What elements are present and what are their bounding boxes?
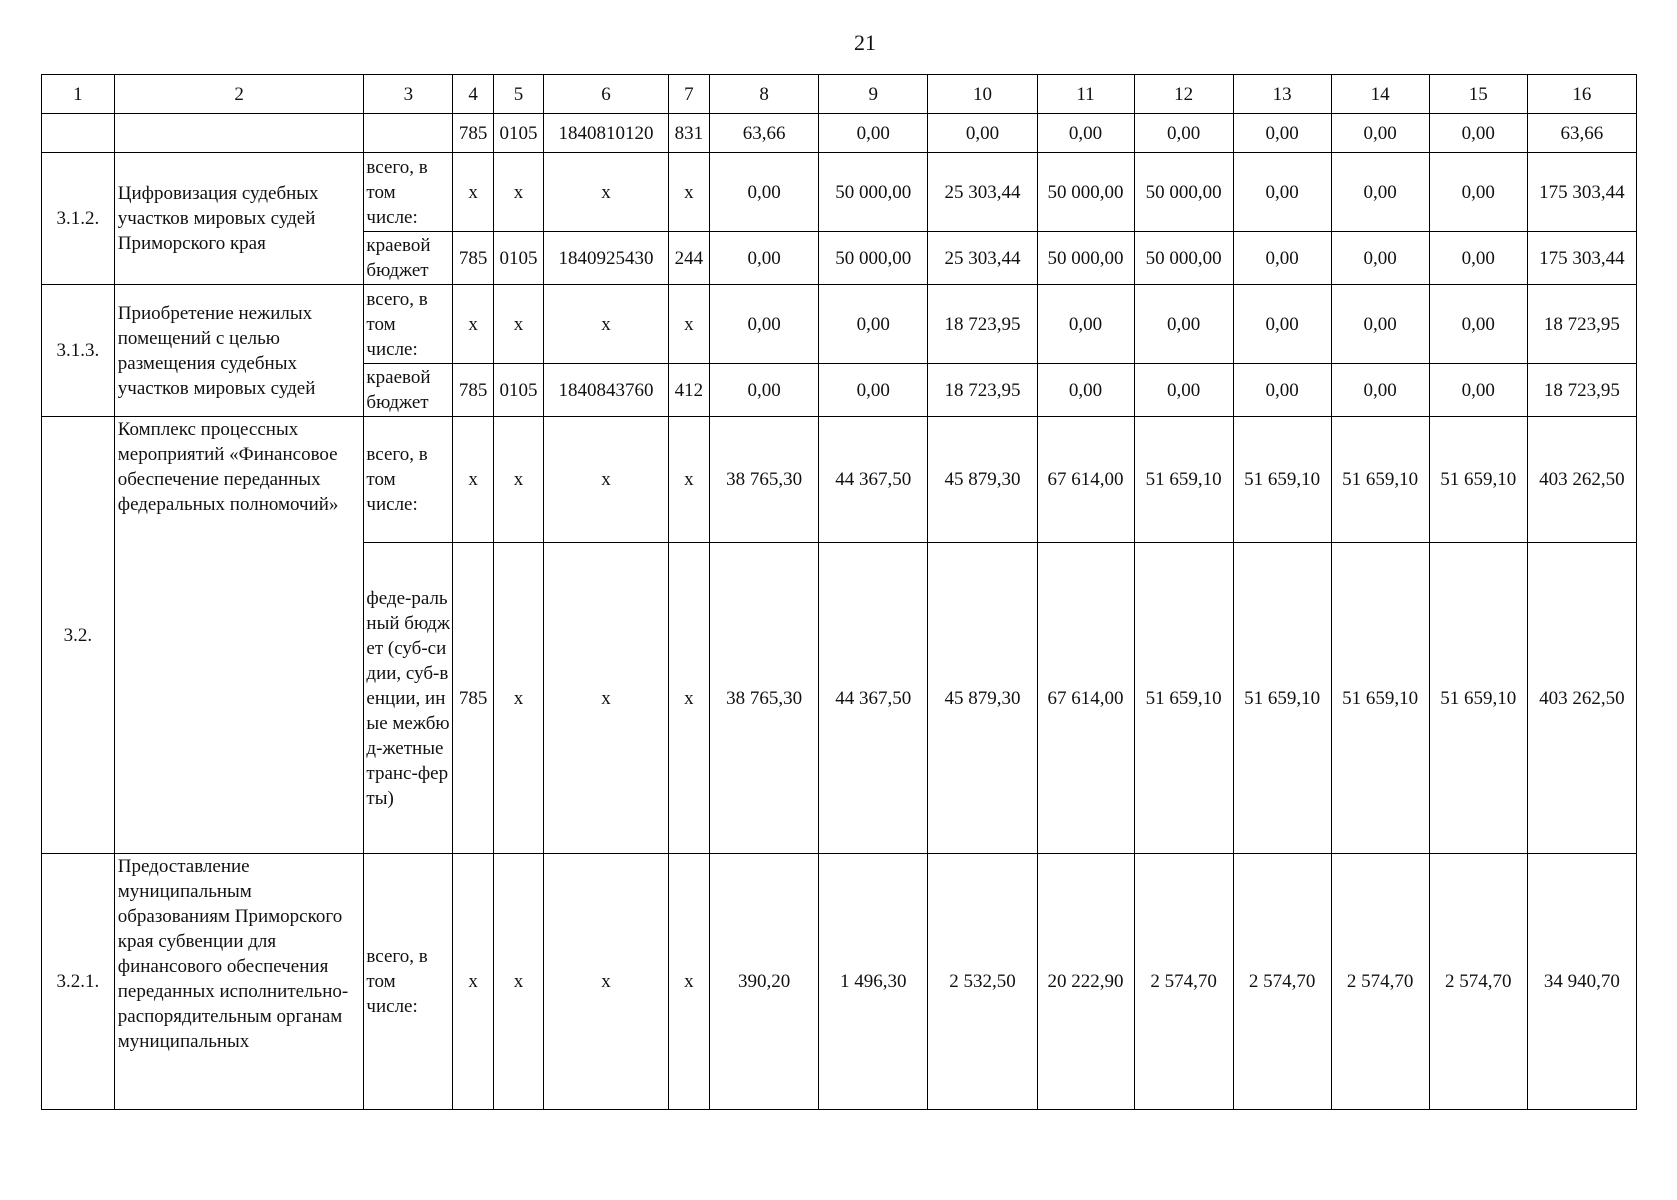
total-cell: 18 723,95 [1527, 285, 1636, 364]
expense-type-code: х [668, 854, 709, 1110]
value-cell: 0,00 [1429, 232, 1527, 285]
table-row [42, 285, 1637, 364]
value-cell: 0,00 [710, 153, 819, 232]
value-cell: 25 303,44 [928, 232, 1037, 285]
value-cell: 0,00 [1331, 232, 1429, 285]
value-cell: 0,00 [1331, 285, 1429, 364]
value-cell: 0,00 [1134, 114, 1233, 153]
value-cell: 0,00 [1429, 364, 1527, 417]
grbs-code: х [453, 153, 493, 232]
value-cell: 0,00 [1233, 285, 1331, 364]
expense-type-code: х [668, 417, 709, 543]
grbs-code: 785 [453, 364, 493, 417]
funding-source: феде-ральный бюджет (суб-сидии, суб-венции, иные межбюд-жетные транс-ферты) [364, 543, 453, 854]
grbs-code: 785 [453, 232, 493, 285]
target-article-code: 1840810120 [544, 114, 668, 153]
value-cell: 0,00 [1233, 153, 1331, 232]
header-cell: 16 [1527, 75, 1636, 114]
funding-source: всего, в том числе: [364, 854, 453, 1110]
row-name: Комплекс процессных мероприятий «Финансовое обеспечение переданных федеральных полномочий» [114, 417, 364, 854]
funding-source: краевой бюджет [364, 232, 453, 285]
expense-type-code: х [668, 285, 709, 364]
header-cell: 2 [114, 75, 364, 114]
target-article-code: х [544, 285, 668, 364]
value-cell: 20 222,90 [1037, 854, 1134, 1110]
target-article-code: х [544, 153, 668, 232]
value-cell: 51 659,10 [1233, 543, 1331, 854]
row-number: 3.2. [42, 417, 115, 854]
value-cell: 2 574,70 [1134, 854, 1233, 1110]
value-cell: 67 614,00 [1037, 417, 1134, 543]
section-code: х [493, 854, 544, 1110]
funding-source [364, 114, 453, 153]
value-cell: 0,00 [928, 114, 1037, 153]
value-cell: 390,20 [710, 854, 819, 1110]
value-cell: 0,00 [710, 364, 819, 417]
grbs-code: х [453, 417, 493, 543]
total-cell: 18 723,95 [1527, 364, 1636, 417]
header-cell: 15 [1429, 75, 1527, 114]
value-cell: 0,00 [819, 114, 928, 153]
target-article-code: х [544, 543, 668, 854]
page-number: 21 [854, 30, 876, 55]
value-cell: 0,00 [1134, 364, 1233, 417]
value-cell: 18 723,95 [928, 364, 1037, 417]
header-cell: 11 [1037, 75, 1134, 114]
value-cell: 0,00 [1233, 364, 1331, 417]
header-cell: 14 [1331, 75, 1429, 114]
grbs-code: х [453, 854, 493, 1110]
target-article-code: х [544, 417, 668, 543]
target-article-code: 1840925430 [544, 232, 668, 285]
value-cell: 50 000,00 [819, 153, 928, 232]
section-code: х [493, 543, 544, 854]
value-cell: 45 879,30 [928, 417, 1037, 543]
value-cell: 50 000,00 [1037, 153, 1134, 232]
header-cell: 1 [42, 75, 115, 114]
total-cell: 63,66 [1527, 114, 1636, 153]
expense-type-code: х [668, 543, 709, 854]
value-cell: 38 765,30 [710, 543, 819, 854]
expense-type-code: 831 [668, 114, 709, 153]
row-number: 3.1.3. [42, 285, 115, 417]
value-cell: 2 574,70 [1429, 854, 1527, 1110]
header-cell: 12 [1134, 75, 1233, 114]
section-code: х [493, 285, 544, 364]
value-cell: 0,00 [1429, 285, 1527, 364]
value-cell: 2 532,50 [928, 854, 1037, 1110]
section-code: 0105 [493, 114, 544, 153]
section-code: 0105 [493, 232, 544, 285]
section-code: х [493, 417, 544, 543]
value-cell: 51 659,10 [1233, 417, 1331, 543]
header-cell: 10 [928, 75, 1037, 114]
value-cell: 2 574,70 [1331, 854, 1429, 1110]
expense-type-code: х [668, 153, 709, 232]
row-number [42, 114, 115, 153]
header-cell: 3 [364, 75, 453, 114]
value-cell: 0,00 [710, 285, 819, 364]
value-cell: 1 496,30 [819, 854, 928, 1110]
expense-type-code: 412 [668, 364, 709, 417]
total-cell: 175 303,44 [1527, 153, 1636, 232]
value-cell: 0,00 [819, 364, 928, 417]
table-row [42, 114, 1637, 153]
total-cell: 175 303,44 [1527, 232, 1636, 285]
value-cell: 67 614,00 [1037, 543, 1134, 854]
row-name: Цифровизация судебных участков мировых судей Приморского края [114, 153, 364, 285]
table-header-row [42, 75, 1637, 114]
value-cell: 38 765,30 [710, 417, 819, 543]
value-cell: 50 000,00 [819, 232, 928, 285]
value-cell: 45 879,30 [928, 543, 1037, 854]
total-cell: 34 940,70 [1527, 854, 1636, 1110]
section-code: 0105 [493, 364, 544, 417]
value-cell: 0,00 [1331, 114, 1429, 153]
value-cell: 50 000,00 [1134, 153, 1233, 232]
value-cell: 51 659,10 [1331, 417, 1429, 543]
value-cell: 0,00 [819, 285, 928, 364]
table-row [42, 153, 1637, 232]
header-cell: 7 [668, 75, 709, 114]
header-cell: 5 [493, 75, 544, 114]
value-cell: 0,00 [1037, 285, 1134, 364]
value-cell: 51 659,10 [1134, 417, 1233, 543]
expense-type-code: 244 [668, 232, 709, 285]
target-article-code: х [544, 854, 668, 1110]
value-cell: 18 723,95 [928, 285, 1037, 364]
value-cell: 51 659,10 [1429, 417, 1527, 543]
funding-source: всего, в том числе: [364, 153, 453, 232]
header-cell: 9 [819, 75, 928, 114]
funding-source: краевой бюджет [364, 364, 453, 417]
total-cell: 403 262,50 [1527, 417, 1636, 543]
value-cell: 51 659,10 [1331, 543, 1429, 854]
value-cell: 0,00 [1429, 153, 1527, 232]
table-row [42, 854, 1637, 1110]
target-article-code: 1840843760 [544, 364, 668, 417]
row-name [114, 114, 364, 153]
value-cell: 44 367,50 [819, 543, 928, 854]
value-cell: 0,00 [1429, 114, 1527, 153]
value-cell: 0,00 [710, 232, 819, 285]
header-cell: 6 [544, 75, 668, 114]
table-row [42, 417, 1637, 543]
value-cell: 0,00 [1037, 364, 1134, 417]
value-cell: 0,00 [1233, 232, 1331, 285]
value-cell: 44 367,50 [819, 417, 928, 543]
value-cell: 51 659,10 [1429, 543, 1527, 854]
grbs-code: 785 [453, 543, 493, 854]
header-cell: 4 [453, 75, 493, 114]
grbs-code: 785 [453, 114, 493, 153]
value-cell: 0,00 [1331, 153, 1429, 232]
value-cell: 0,00 [1134, 285, 1233, 364]
value-cell: 2 574,70 [1233, 854, 1331, 1110]
row-number: 3.2.1. [42, 854, 115, 1110]
budget-table [41, 74, 1637, 1110]
value-cell: 0,00 [1037, 114, 1134, 153]
value-cell: 50 000,00 [1134, 232, 1233, 285]
section-code: х [493, 153, 544, 232]
header-cell: 13 [1233, 75, 1331, 114]
value-cell: 0,00 [1233, 114, 1331, 153]
value-cell: 51 659,10 [1134, 543, 1233, 854]
value-cell: 63,66 [710, 114, 819, 153]
value-cell: 25 303,44 [928, 153, 1037, 232]
value-cell: 0,00 [1331, 364, 1429, 417]
grbs-code: х [453, 285, 493, 364]
funding-source: всего, в том числе: [364, 417, 453, 543]
row-number: 3.1.2. [42, 153, 115, 285]
header-cell: 8 [710, 75, 819, 114]
total-cell: 403 262,50 [1527, 543, 1636, 854]
row-name: Предоставление муниципальным образованиям Приморского края субвенции для финансового обеспечения переданных исполнительно-распорядительным органам муниципальных [114, 854, 364, 1110]
row-name: Приобретение нежилых помещений с целью размещения судебных участков мировых судей [114, 285, 364, 417]
value-cell: 50 000,00 [1037, 232, 1134, 285]
funding-source: всего, в том числе: [364, 285, 453, 364]
